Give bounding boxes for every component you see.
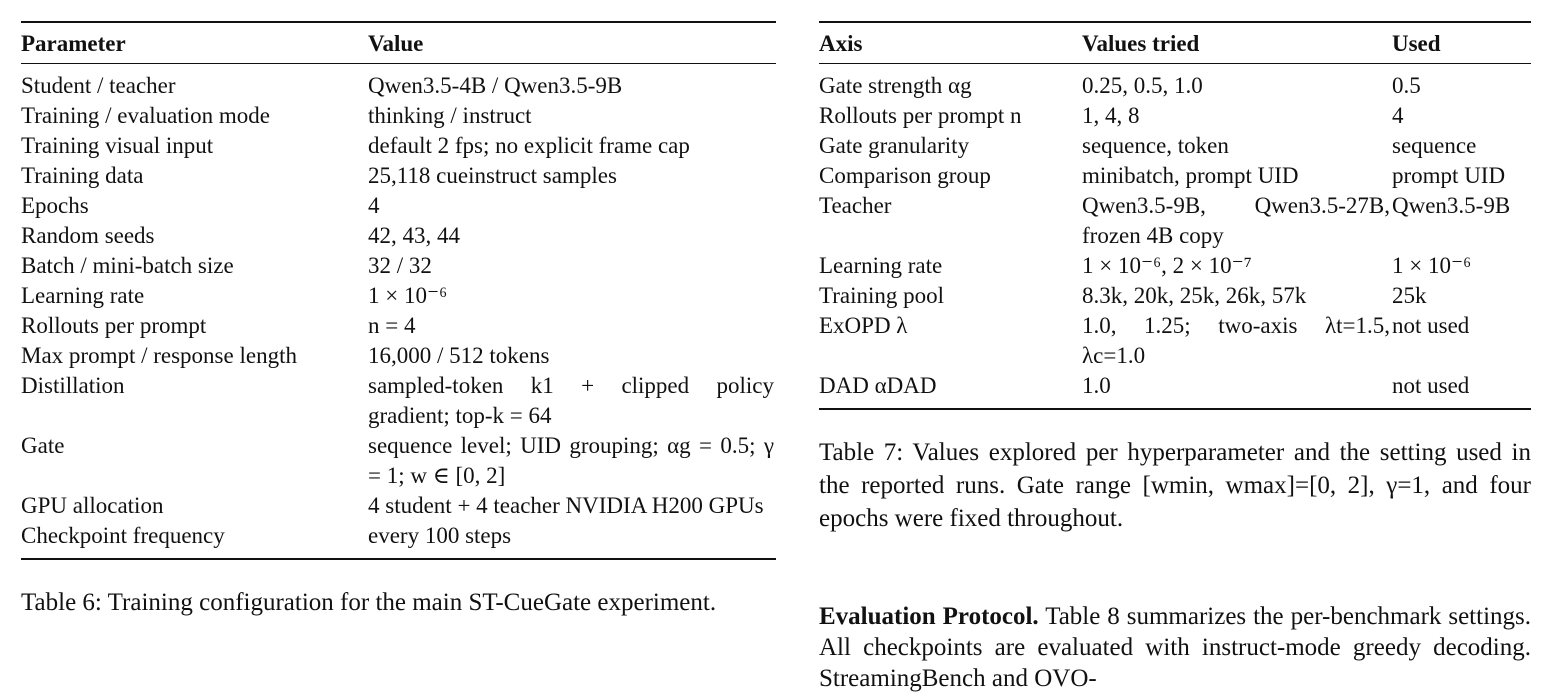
table-row — [21, 191, 776, 221]
parameter-cell: Training / evaluation mode — [21, 103, 270, 128]
value-cell: 42, 43, 44 — [368, 223, 460, 248]
evaluation-protocol-paragraph — [819, 601, 1531, 694]
used-cell: 0.5 — [1392, 73, 1421, 98]
value-cell: thinking / instruct — [368, 103, 532, 128]
values-tried-cell: 1.0, 1.25; two-axis λt=1.5, λc=1.0 — [1082, 313, 1390, 368]
axis-cell: Rollouts per prompt n — [819, 103, 1022, 128]
column-header-used: Used — [1392, 22, 1531, 64]
axis-cell: Training pool — [819, 283, 945, 308]
table-row — [21, 221, 776, 251]
value-cell: Qwen3.5-4B / Qwen3.5-9B — [368, 73, 623, 98]
table-row — [21, 64, 776, 102]
value-cell: n = 4 — [368, 313, 416, 338]
right-column — [819, 0, 1531, 694]
column-header-parameter: Parameter — [21, 22, 368, 64]
values-tried-cell: sequence, token — [1082, 133, 1229, 158]
table-row — [21, 341, 776, 371]
table-7-caption: Table 7: Values explored per hyperparameter and the setting used in the reported runs. Gate range [wmin, wmax]=[0, 2], γ=1, and four epochs were fixed throughout. — [819, 439, 1531, 532]
table-row — [21, 251, 776, 281]
table-row — [819, 64, 1531, 102]
used-cell: not used — [1392, 373, 1470, 398]
parameter-cell: Epochs — [21, 193, 89, 218]
value-cell: 1 × 10⁻⁶ — [368, 283, 448, 308]
table-row — [819, 191, 1531, 251]
table-row — [819, 371, 1531, 409]
table-6-header-row — [21, 22, 776, 64]
values-tried-cell: 1.0 — [1082, 373, 1111, 398]
column-header-value: Value — [368, 22, 776, 64]
table-row — [819, 101, 1531, 131]
table-row — [21, 311, 776, 341]
column-header-axis: Axis — [819, 22, 1082, 64]
axis-cell: DAD αDAD — [819, 373, 937, 398]
axis-cell: Gate granularity — [819, 133, 970, 158]
table-row — [21, 131, 776, 161]
used-cell: not used — [1392, 313, 1470, 338]
parameter-cell: Training visual input — [21, 133, 214, 158]
used-cell: Qwen3.5-9B — [1392, 193, 1511, 218]
table-row — [819, 281, 1531, 311]
axis-cell: Teacher — [819, 193, 892, 218]
paragraph-text: Table 8 summarizes the per-benchmark settings. All checkpoints are evaluated with instruct-mode greedy decoding. StreamingBench and OVO- — [819, 603, 1531, 692]
value-cell: sequence level; UID grouping; αg = 0.5; γ = 1; w ∈ [0, 2] — [368, 433, 774, 488]
value-cell: 4 student + 4 teacher NVIDIA H200 GPUs — [368, 493, 764, 518]
axis-cell: Gate strength αg — [819, 73, 972, 98]
table-row — [819, 311, 1531, 371]
parameter-cell: Gate — [21, 433, 65, 458]
parameter-cell: Learning rate — [21, 283, 145, 308]
values-tried-cell: 8.3k, 20k, 25k, 26k, 57k — [1082, 283, 1307, 308]
table-6-caption: Table 6: Training configuration for the main ST-CueGate experiment. — [21, 589, 717, 616]
parameter-cell: Rollouts per prompt — [21, 313, 207, 338]
parameter-cell: Distillation — [21, 373, 125, 398]
table-row — [21, 101, 776, 131]
table-7 — [819, 21, 1531, 410]
paragraph-heading: Evaluation Protocol. — [819, 603, 1039, 630]
table-6 — [21, 21, 776, 560]
value-cell: 32 / 32 — [368, 253, 432, 278]
values-tried-cell: 1, 4, 8 — [1082, 103, 1140, 128]
axis-cell: ExOPD λ — [819, 313, 908, 338]
used-cell: 4 — [1392, 103, 1404, 128]
value-cell: 16,000 / 512 tokens — [368, 343, 550, 368]
table-row — [21, 431, 776, 491]
table-7-header-row — [819, 22, 1531, 64]
table-row — [21, 281, 776, 311]
axis-cell: Learning rate — [819, 253, 943, 278]
parameter-cell: Batch / mini-batch size — [21, 253, 234, 278]
used-cell: 25k — [1392, 283, 1427, 308]
parameter-cell: Checkpoint frequency — [21, 523, 225, 548]
table-row — [819, 131, 1531, 161]
value-cell: default 2 fps; no explicit frame cap — [368, 133, 690, 158]
table-row — [819, 251, 1531, 281]
parameter-cell: Max prompt / response length — [21, 343, 297, 368]
used-cell: sequence — [1392, 133, 1477, 158]
used-cell: 1 × 10⁻⁶ — [1392, 253, 1472, 278]
parameter-cell: Training data — [21, 163, 144, 188]
column-header-values-tried: Values tried — [1082, 22, 1392, 64]
value-cell: 25,118 cueinstruct samples — [368, 163, 617, 188]
values-tried-cell: 0.25, 0.5, 1.0 — [1082, 73, 1203, 98]
values-tried-cell: 1 × 10⁻⁶, 2 × 10⁻⁷ — [1082, 253, 1252, 278]
table-row — [819, 161, 1531, 191]
value-cell: every 100 steps — [368, 523, 512, 548]
parameter-cell: Student / teacher — [21, 73, 176, 98]
table-row — [21, 371, 776, 431]
values-tried-cell: minibatch, prompt UID — [1082, 163, 1299, 188]
table-row — [21, 161, 776, 191]
axis-cell: Comparison group — [819, 163, 991, 188]
table-row — [21, 491, 776, 521]
parameter-cell: GPU allocation — [21, 493, 164, 518]
used-cell: prompt UID — [1392, 163, 1506, 188]
value-cell: sampled-token k1 + clipped policy gradient; top-k = 64 — [368, 373, 774, 428]
parameter-cell: Random seeds — [21, 223, 155, 248]
table-row — [21, 521, 776, 559]
left-column — [21, 0, 776, 619]
values-tried-cell: Qwen3.5-9B, Qwen3.5-27B, frozen 4B copy — [1082, 193, 1390, 248]
value-cell: 4 — [368, 193, 380, 218]
